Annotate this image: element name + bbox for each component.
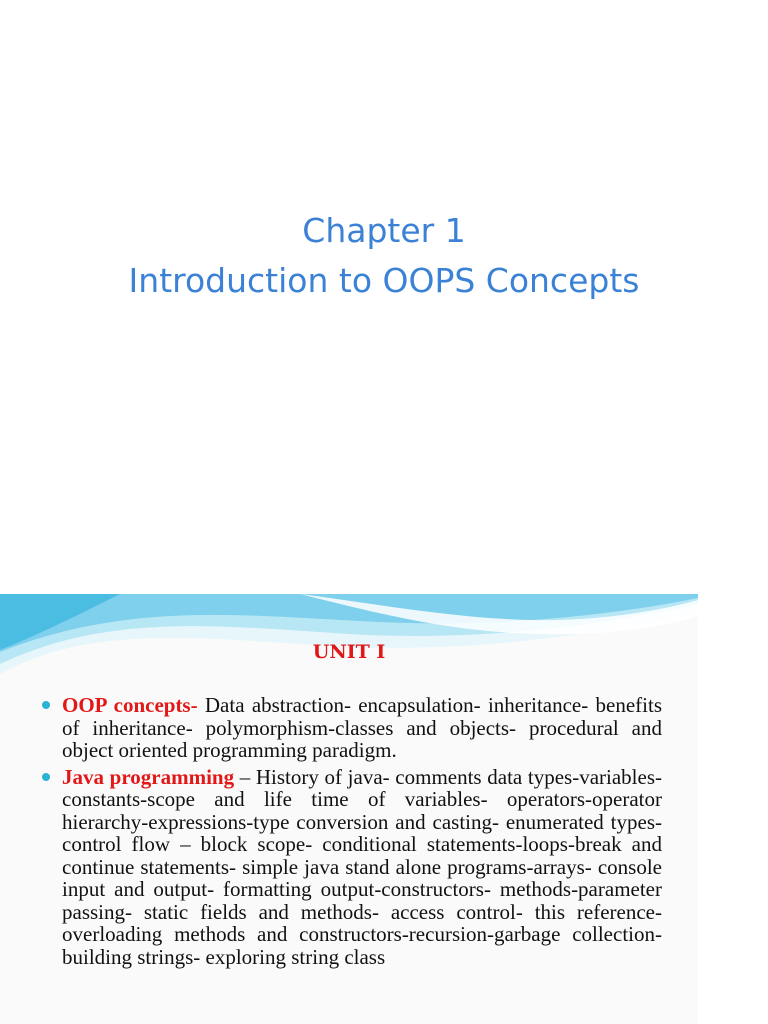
bullet-icon [42,773,50,781]
bullet-text: – History of java- comments data types-variables-constants-scope and life time of variables- operators-operator hierarchy-expressions-type conversion and casting- enumerated types- control flow – block scope- conditional statements-loops-break and continue statements- simple java stand alone programs-arrays- console input and output- formatting output-constructors- methods-parameter passing- static fields and methods- access control- this reference- overloading methods and constructors-recursion-garbage collection- building strings- exploring string class [62,764,662,969]
list-item [40,694,662,762]
syllabus-list [40,694,662,972]
bullet-text: Data abstraction- encapsulation- inheritance- benefits of inheritance- polymorphism-classes and objects- procedural and object oriented programming paradigm. [62,693,662,762]
wave-header-graphic [0,594,698,684]
bullet-icon [42,701,50,709]
content-slide [0,594,698,1024]
chapter-label: Chapter 1 [302,211,466,250]
list-item [40,766,662,969]
bullet-term: OOP concepts- [62,693,198,717]
bullet-term: Java programming [62,764,235,789]
chapter-title: Introduction to OOPS Concepts [128,261,640,300]
slide-title [0,206,768,306]
unit-heading: UNIT I [312,641,386,663]
